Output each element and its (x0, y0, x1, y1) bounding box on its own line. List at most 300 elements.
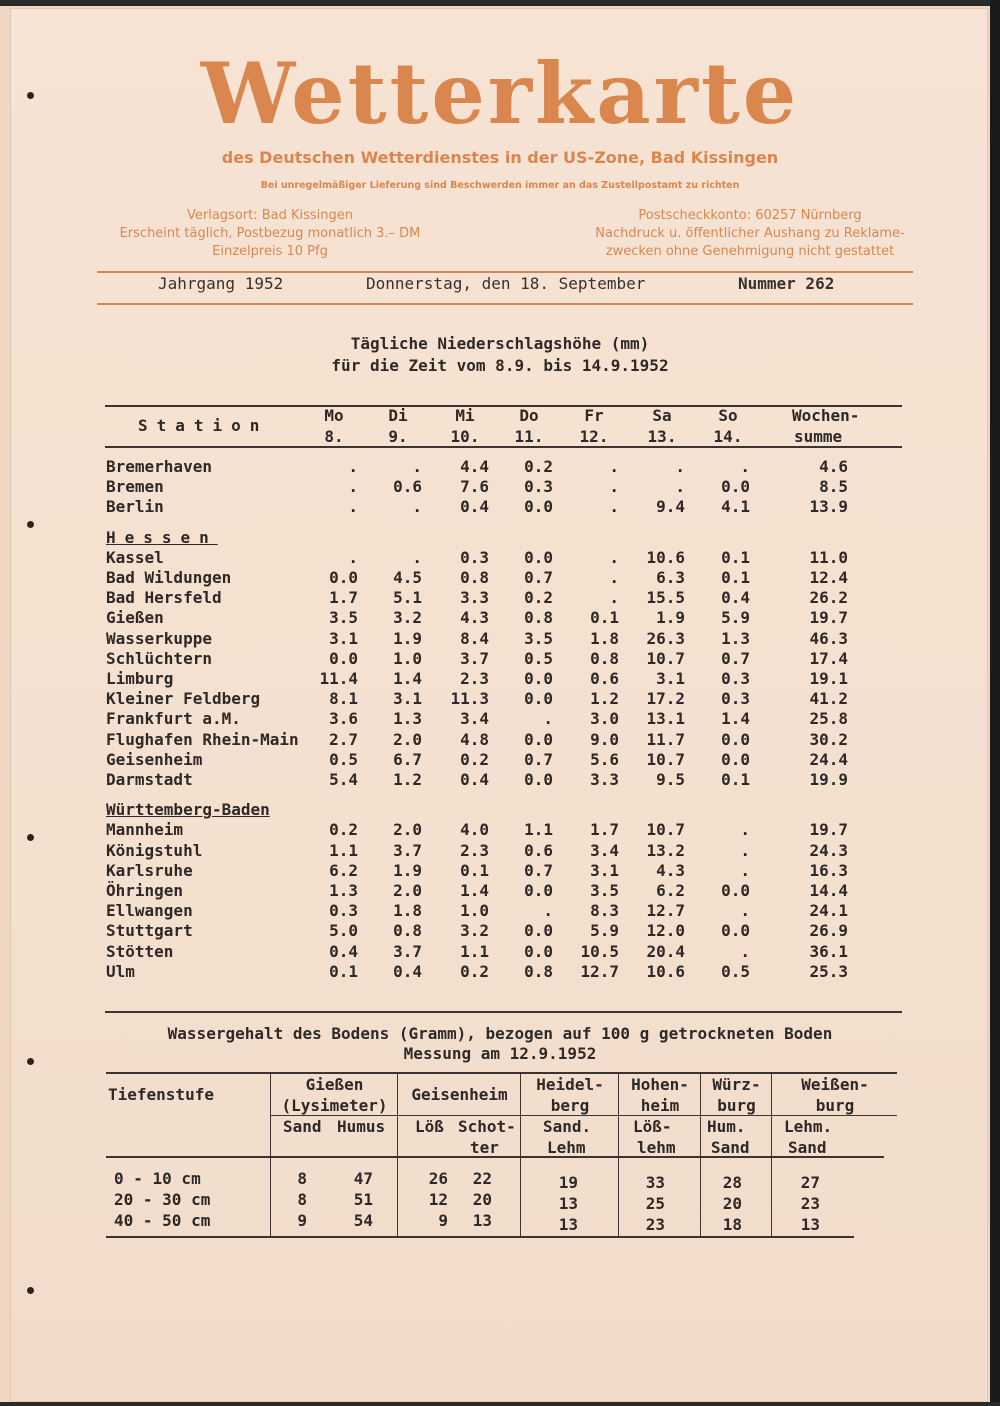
weekly-sum: 8.5 (819, 477, 848, 497)
weekly-sum: 14.4 (809, 881, 848, 900)
soil-type-header: Humus (337, 1117, 386, 1136)
daily-value: 0.1 (329, 961, 358, 981)
publisher-line: Einzelpreis 10 Pfg (212, 244, 328, 259)
soil-value: 20 (472, 1190, 492, 1209)
daily-value: . (675, 477, 685, 497)
daily-value: 2.0 (393, 729, 422, 749)
soil-type-header: Löß (415, 1117, 444, 1136)
depth-label: 20 - 30 cm (114, 1190, 211, 1209)
depth-label: 40 - 50 cm (114, 1211, 211, 1230)
soil-type-header: Sand (711, 1138, 750, 1157)
daily-value: 0.8 (393, 921, 422, 941)
daily-value: 1.7 (329, 588, 358, 608)
daily-value: 6.2 (329, 860, 358, 880)
station-name: Flughafen Rhein-Main (106, 729, 299, 749)
station-name: Frankfurt a.M. (106, 709, 241, 729)
publisher-line: Erscheint täglich, Postbezug monatlich 3.– DM (119, 226, 421, 241)
daily-value: 1.1 (460, 941, 489, 961)
soil-value: 23 (800, 1194, 820, 1213)
daily-value: 0.7 (524, 568, 553, 587)
daily-value: 1.8 (393, 901, 422, 921)
daily-value: 1.3 (721, 628, 750, 648)
daily-value: 0.5 (721, 961, 750, 981)
daily-value: 3.5 (590, 881, 619, 900)
daily-value: 0.2 (524, 588, 553, 608)
soil-value: 20 (722, 1194, 742, 1213)
daily-value: 1.1 (524, 820, 553, 840)
soil-value: 13 (558, 1215, 578, 1234)
daily-value: 1.4 (721, 709, 750, 729)
weekly-sum: 25.3 (809, 961, 848, 981)
weekly-sum: 25.8 (809, 709, 848, 729)
sum-header: summe (794, 427, 843, 446)
precip-rule-header (105, 446, 902, 448)
precip-subtitle: für die Zeit vom 8.9. bis 14.9.1952 (331, 356, 669, 375)
soil-rule-top (106, 1072, 897, 1074)
daily-value: 1.4 (460, 881, 489, 900)
weekly-sum: 24.3 (809, 840, 848, 860)
daily-value: 3.4 (460, 709, 489, 729)
daily-value: 3.7 (393, 941, 422, 961)
station-name: Kleiner Feldberg (106, 689, 261, 709)
station-name: Stuttgart (106, 921, 193, 941)
daily-value: 0.2 (460, 749, 489, 769)
soil-type-header: Sand. (543, 1117, 592, 1136)
day-header: Sa (652, 406, 672, 425)
soil-value: 54 (353, 1211, 373, 1230)
daily-value: 3.2 (393, 608, 422, 628)
daily-value: 0.4 (721, 588, 750, 608)
daily-value: 0.0 (524, 689, 553, 709)
daily-value: 0.6 (393, 477, 422, 497)
daily-value: 1.0 (460, 901, 489, 921)
daily-value: 6.7 (393, 749, 422, 769)
soil-value: 25 (645, 1194, 665, 1213)
soil-value: 51 (353, 1190, 373, 1209)
daily-value: 3.3 (460, 588, 489, 608)
weekly-sum: 16.3 (809, 860, 848, 880)
daily-value: 3.5 (329, 608, 358, 628)
soil-value: 13 (558, 1194, 578, 1213)
daily-value: 4.8 (460, 729, 489, 749)
daily-value: 0.6 (590, 669, 619, 688)
daily-value: 10.6 (646, 961, 685, 981)
daily-value: . (609, 497, 619, 517)
column-divider (618, 1073, 619, 1237)
day-header: Di (388, 406, 408, 425)
daily-value: 0.0 (524, 729, 553, 749)
weekly-sum: 19.9 (809, 770, 848, 789)
daily-value: . (412, 497, 422, 517)
region-heading: Württemberg-Baden (106, 800, 270, 820)
weekly-sum: 19.1 (809, 669, 848, 688)
daily-value: . (609, 457, 619, 476)
soil-value: 23 (645, 1215, 665, 1234)
station-name: Stötten (106, 941, 174, 961)
date-header: 10. (450, 427, 480, 446)
daily-value: 17.2 (646, 689, 685, 709)
daily-value: 0.3 (721, 689, 750, 709)
daily-value: 5.1 (393, 588, 422, 608)
daily-value: 5.0 (329, 921, 358, 941)
soil-value: 9 (438, 1211, 448, 1230)
daily-value: . (412, 547, 422, 567)
daily-value: 3.1 (656, 669, 685, 688)
daily-value: 20.4 (646, 941, 685, 961)
daily-value: 3.3 (590, 770, 619, 789)
station-name: Mannheim (106, 820, 184, 840)
daily-value: 0.4 (329, 941, 358, 961)
station-header: Hohen- (631, 1075, 689, 1094)
weekly-sum: 4.6 (819, 457, 848, 476)
daily-value: . (740, 840, 750, 860)
daily-value: . (609, 477, 619, 497)
daily-value: 26.3 (646, 628, 685, 648)
daily-value: 0.2 (329, 820, 358, 840)
soil-type-header: Sand (283, 1117, 322, 1136)
station-header: Geisenheim (411, 1085, 508, 1104)
station-header: Station (138, 416, 269, 435)
date-header: 11. (514, 427, 544, 446)
daily-value: 3.7 (393, 840, 422, 860)
daily-value: 2.3 (460, 669, 489, 688)
station-header: Heidel- (536, 1075, 604, 1094)
daily-value: . (740, 860, 750, 880)
soil-type-header: lehm (637, 1138, 676, 1157)
daily-value: 8.4 (460, 628, 489, 648)
daily-value: 3.2 (460, 921, 489, 941)
daily-value: . (348, 547, 358, 567)
daily-value: 0.0 (721, 881, 750, 900)
weekly-sum: 13.9 (809, 497, 848, 517)
punch-hole (27, 1287, 34, 1294)
daily-value: 2.0 (393, 881, 422, 900)
soil-type-header: Hum. (707, 1117, 746, 1136)
soil-value: 27 (800, 1173, 820, 1192)
daily-value: 1.9 (393, 860, 422, 880)
daily-value: 11.3 (450, 689, 489, 709)
daily-value: 7.6 (460, 477, 489, 497)
soil-value: 19 (558, 1173, 578, 1192)
daily-value: 0.1 (721, 770, 750, 789)
daily-value: 6.3 (656, 568, 685, 587)
issue-date: Donnerstag, den 18. September (366, 274, 646, 293)
daily-value: . (740, 901, 750, 921)
station-header: (Lysimeter) (281, 1096, 388, 1115)
daily-value: 0.4 (393, 961, 422, 981)
soil-value: 13 (472, 1211, 492, 1230)
complaint-note: Bei unregelmäßiger Lieferung sind Beschwerden immer an das Zustellpostamt zu richten (260, 180, 740, 191)
soil-type-header: Lehm. (784, 1117, 833, 1136)
daily-value: 0.0 (329, 648, 358, 668)
daily-value: 4.3 (656, 860, 685, 880)
publisher-line: Verlagsort: Bad Kissingen (186, 208, 354, 223)
weekly-sum: 26.9 (809, 921, 848, 941)
daily-value: . (609, 568, 619, 587)
daily-value: 8.3 (590, 901, 619, 921)
daily-value: . (740, 820, 750, 840)
date-header: 8. (324, 427, 344, 446)
daily-value: 0.2 (524, 457, 553, 476)
station-name: Öhringen (106, 881, 184, 900)
daily-value: 0.4 (460, 497, 489, 517)
precip-title: Tägliche Niederschlagshöhe (mm) (350, 334, 650, 353)
daily-value: 0.0 (721, 921, 750, 941)
soil-value: 33 (645, 1173, 665, 1192)
daily-value: 3.4 (590, 840, 619, 860)
daily-value: 0.3 (721, 669, 750, 688)
daily-value: 0.0 (524, 881, 553, 900)
soil-type-header: Löß- (633, 1117, 672, 1136)
station-header: Würz- (712, 1075, 761, 1094)
soil-value: 9 (297, 1211, 307, 1230)
daily-value: 1.0 (393, 648, 422, 668)
date-header: 14. (713, 427, 743, 446)
weekly-sum: 26.2 (809, 588, 848, 608)
column-divider (771, 1073, 772, 1237)
weekly-sum: 11.0 (809, 547, 848, 567)
day-header: Mo (324, 406, 344, 425)
soil-value: 13 (800, 1215, 820, 1234)
weekly-sum: 12.4 (809, 568, 848, 587)
weekly-sum: 19.7 (809, 608, 848, 628)
issue-number: Nummer 262 (738, 274, 835, 293)
precip-rule-top (105, 405, 902, 407)
daily-value: 12.7 (580, 961, 619, 981)
masthead-subtitle: des Deutschen Wetterdienstes in der US-Zone, Bad Kissingen (221, 148, 779, 167)
weekly-sum: 24.1 (809, 901, 848, 921)
daily-value: 4.1 (721, 497, 750, 517)
daily-value: 0.1 (721, 568, 750, 587)
daily-value: 0.1 (590, 608, 619, 628)
station-name: Bad Wildungen (106, 568, 232, 587)
daily-value: 0.8 (524, 608, 553, 628)
daily-value: 0.0 (721, 749, 750, 769)
station-name: Limburg (106, 669, 174, 688)
date-header: 9. (388, 427, 408, 446)
daily-value: 11.4 (319, 669, 358, 688)
column-divider (397, 1073, 398, 1237)
column-divider (520, 1073, 521, 1237)
daily-value: 0.0 (524, 921, 553, 941)
daily-value: . (609, 588, 619, 608)
weekly-sum: 41.2 (809, 689, 848, 709)
daily-value: 11.7 (646, 729, 685, 749)
daily-value: 0.0 (329, 568, 358, 587)
column-divider (700, 1073, 701, 1237)
masthead-title: Wetterkarte (200, 44, 800, 143)
weekly-sum: 30.2 (809, 729, 848, 749)
day-header: So (718, 406, 738, 425)
daily-value: 2.7 (329, 729, 358, 749)
daily-value: . (543, 901, 553, 921)
daily-value: 0.1 (721, 547, 750, 567)
station-header: Weißen- (801, 1075, 869, 1094)
daily-value: 12.0 (646, 921, 685, 941)
daily-value: . (609, 547, 619, 567)
station-header: berg (550, 1096, 590, 1115)
day-header: Mi (455, 406, 475, 425)
daily-value: 0.0 (524, 669, 553, 688)
soil-type-header: Sand (788, 1138, 827, 1157)
punch-hole (27, 521, 34, 528)
daily-value: 9.5 (656, 770, 685, 789)
daily-value: 1.3 (393, 709, 422, 729)
daily-value: 13.2 (646, 840, 685, 860)
daily-value: 0.0 (721, 729, 750, 749)
weekly-sum: 19.7 (809, 820, 848, 840)
daily-value: 0.8 (460, 568, 489, 587)
daily-value: 1.1 (329, 840, 358, 860)
station-name: Geisenheim (106, 749, 203, 769)
station-name: Wasserkuppe (106, 628, 212, 648)
daily-value: 5.9 (590, 921, 619, 941)
daily-value: 10.7 (646, 648, 685, 668)
soil-subtitle: Messung am 12.9.1952 (403, 1044, 597, 1063)
daily-value: 13.1 (646, 709, 685, 729)
daily-value: 0.0 (524, 941, 553, 961)
soil-rule-bottom (106, 1236, 854, 1238)
scan-edge-bottom (0, 1402, 1000, 1406)
daily-value: 1.8 (590, 628, 619, 648)
daily-value: 0.0 (524, 547, 553, 567)
soil-value: 47 (353, 1169, 373, 1188)
soil-value: 26 (428, 1169, 448, 1188)
daily-value: 10.7 (646, 749, 685, 769)
soil-type-header: Schot- (458, 1117, 516, 1136)
daily-value: 1.9 (656, 608, 685, 628)
daily-value: 0.4 (460, 770, 489, 789)
depth-header: Tiefenstufe (108, 1085, 214, 1104)
soil-value: 18 (722, 1215, 742, 1234)
publisher-line: zwecken ohne Genehmigung nicht gestattet (605, 244, 895, 259)
daily-value: 1.3 (329, 881, 358, 900)
daily-value: 3.6 (329, 709, 358, 729)
soil-type-header: ter (470, 1138, 499, 1157)
soil-value: 8 (297, 1190, 307, 1209)
daily-value: 0.0 (721, 477, 750, 497)
sum-header: Wochen- (792, 406, 860, 425)
daily-value: 10.7 (646, 820, 685, 840)
station-name: Ulm (106, 961, 135, 981)
soil-title: Wassergehalt des Bodens (Gramm), bezogen auf 100 g getrockneten Boden (167, 1024, 833, 1043)
daily-value: 0.3 (460, 547, 489, 567)
daily-value: 0.2 (460, 961, 489, 981)
weekly-sum: 24.4 (809, 749, 848, 769)
daily-value: . (348, 497, 358, 517)
date-header: 12. (579, 427, 609, 446)
daily-value: 15.5 (646, 588, 685, 608)
station-name: Kassel (106, 547, 164, 567)
station-name: Bad Hersfeld (106, 588, 222, 608)
daily-value: 2.0 (393, 820, 422, 840)
daily-value: 4.0 (460, 820, 489, 840)
daily-value: 0.1 (460, 860, 489, 880)
soil-value: 12 (428, 1190, 448, 1209)
station-name: Ellwangen (106, 901, 193, 921)
date-header: 13. (647, 427, 677, 446)
weekly-sum: 17.4 (809, 648, 848, 668)
daily-value: 4.3 (460, 608, 489, 628)
daily-value: 0.7 (524, 749, 553, 769)
daily-value: . (740, 457, 750, 476)
daily-value: 1.9 (393, 628, 422, 648)
soil-type-header: Lehm (547, 1138, 586, 1157)
daily-value: 5.6 (590, 749, 619, 769)
daily-value: 6.2 (656, 881, 685, 900)
station-name: Bremen (106, 477, 164, 497)
daily-value: . (348, 477, 358, 497)
masthead-rule-top (97, 271, 913, 273)
soil-value: 28 (722, 1173, 742, 1192)
daily-value: . (543, 709, 553, 729)
station-header: burg (717, 1096, 756, 1115)
weekly-sum: 46.3 (809, 628, 848, 648)
publisher-info-left (60, 207, 480, 261)
masthead-rule-bottom (97, 303, 913, 305)
daily-value: 1.7 (590, 820, 619, 840)
station-header: heim (640, 1096, 680, 1115)
punch-hole (27, 834, 34, 841)
daily-value: 9.4 (656, 497, 685, 517)
daily-value: . (412, 457, 422, 476)
daily-value: 2.3 (460, 840, 489, 860)
daily-value: 0.7 (721, 648, 750, 668)
day-header: Fr (584, 406, 604, 425)
daily-value: 1.2 (393, 770, 422, 789)
daily-value: 0.5 (524, 648, 553, 668)
daily-value: 3.7 (460, 648, 489, 668)
weekly-sum: 36.1 (809, 941, 848, 961)
publisher-info-right (560, 207, 940, 261)
depth-label: 0 - 10 cm (114, 1169, 201, 1188)
daily-value: 0.5 (329, 749, 358, 769)
station-name: Schlüchtern (106, 648, 212, 668)
station-name: Darmstadt (106, 770, 193, 789)
station-name: Berlin (106, 497, 164, 517)
station-name: Bremerhaven (106, 457, 212, 476)
daily-value: 0.0 (524, 770, 553, 789)
daily-value: 5.4 (329, 770, 358, 789)
daily-value: 9.0 (590, 729, 619, 749)
station-name: Gießen (106, 608, 164, 628)
daily-value: 3.1 (393, 689, 422, 709)
daily-value: . (348, 457, 358, 476)
daily-value: 0.8 (524, 961, 553, 981)
daily-value: 0.6 (524, 840, 553, 860)
daily-value: . (675, 457, 685, 476)
precip-rule-bottom (105, 1011, 902, 1013)
daily-value: 0.8 (590, 648, 619, 668)
station-header: burg (815, 1096, 855, 1115)
daily-value: 10.5 (580, 941, 619, 961)
daily-value: 0.0 (524, 497, 553, 517)
daily-value: 1.4 (393, 669, 422, 688)
daily-value: 3.5 (524, 628, 553, 648)
station-name: Karlsruhe (106, 860, 193, 880)
daily-value: 1.2 (590, 689, 619, 709)
daily-value: 0.7 (524, 860, 553, 880)
publisher-line: Nachdruck u. öffentlicher Aushang zu Reklame- (595, 226, 905, 241)
scan-edge-right (990, 0, 1000, 1406)
soil-value: 8 (297, 1169, 307, 1188)
daily-value: . (740, 941, 750, 961)
daily-value: 3.1 (329, 628, 358, 648)
region-heading: Hessen (106, 527, 218, 547)
daily-value: 4.5 (393, 568, 422, 587)
daily-value: 0.3 (329, 901, 358, 921)
publisher-line: Postscheckkonto: 60257 Nürnberg (638, 208, 862, 223)
